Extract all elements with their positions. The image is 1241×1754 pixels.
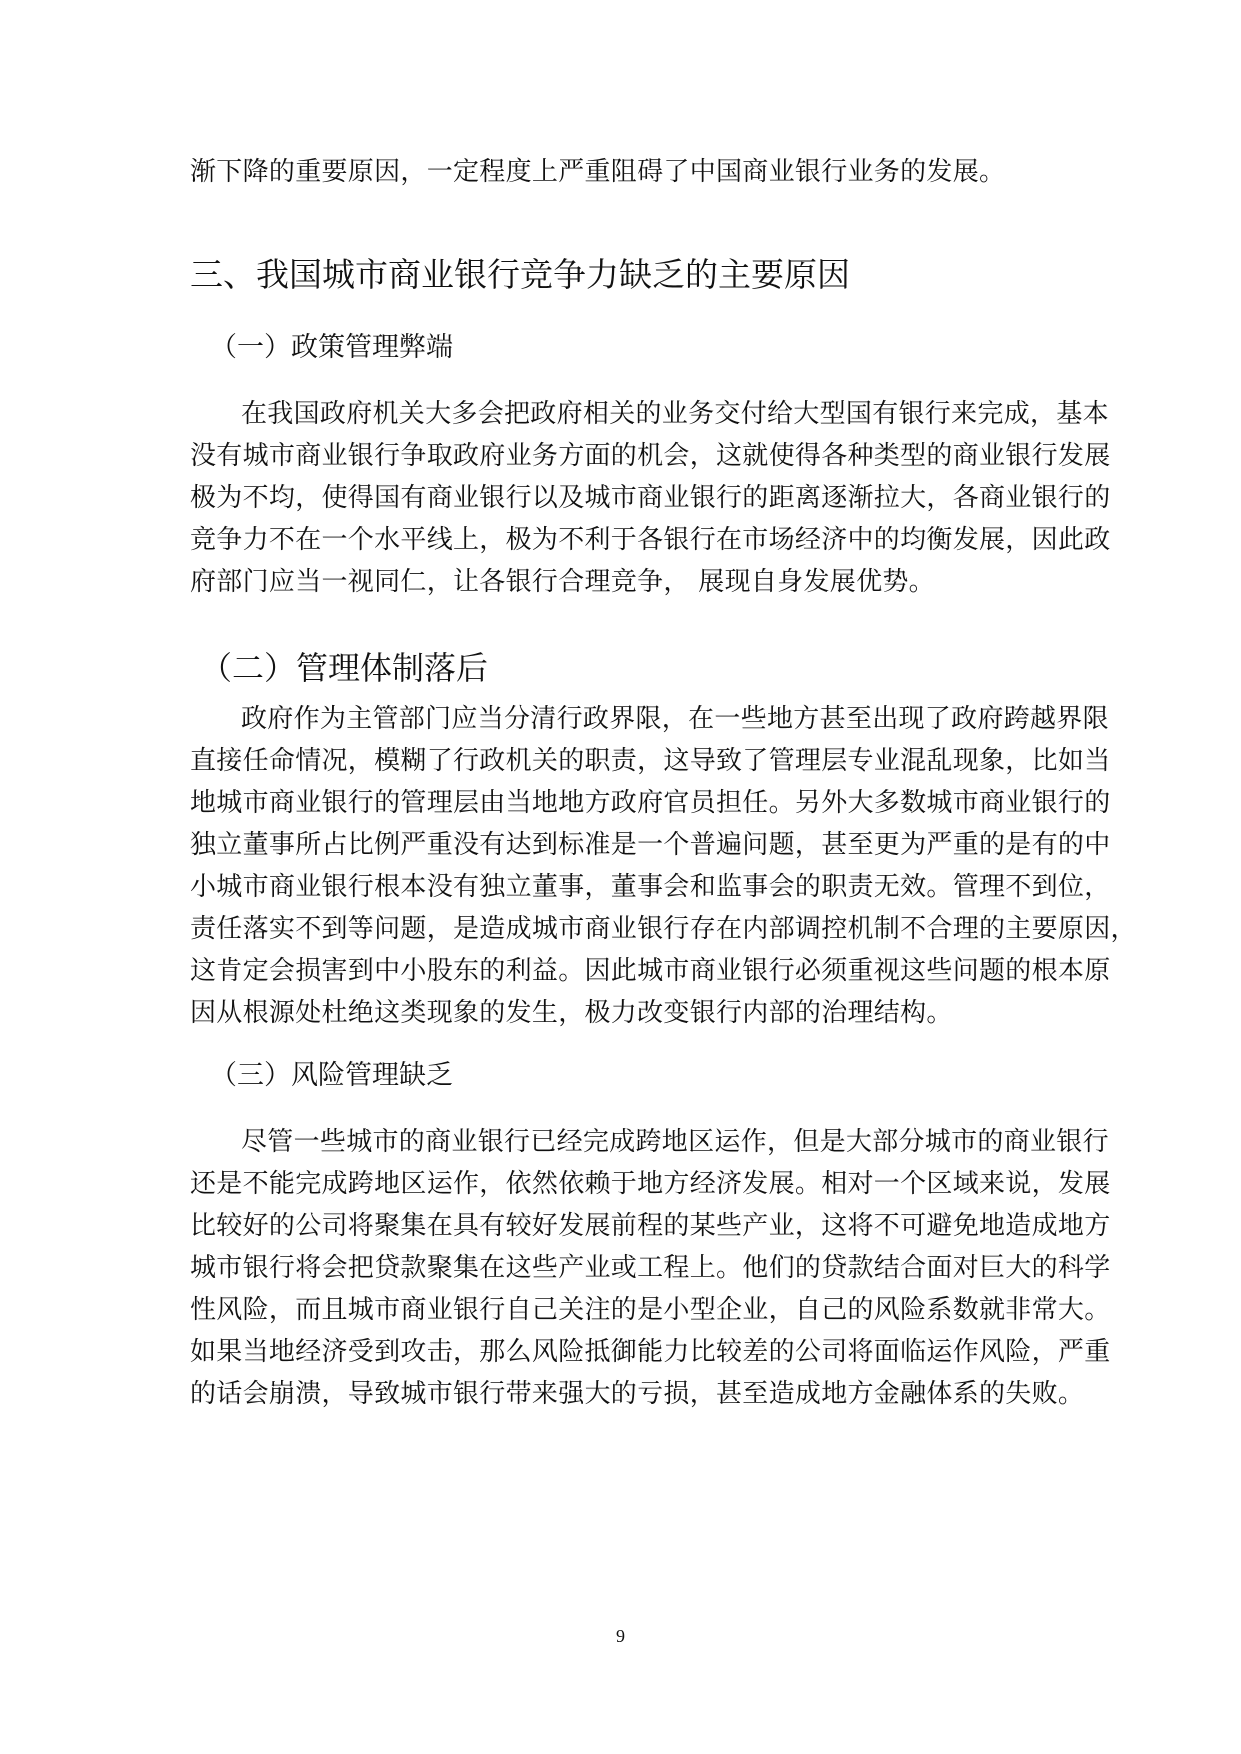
paragraph-line: 独立董事所占比例严重没有达到标准是一个普遍问题，甚至更为严重的是有的中 <box>190 830 1111 860</box>
paragraph-line: 政府作为主管部门应当分清行政界限，在一些地方甚至出现了政府跨越界限 <box>241 704 1109 734</box>
paragraph-line: 还是不能完成跨地区运作，依然依赖于地方经济发展。相对一个区域来说，发展 <box>190 1169 1111 1199</box>
paragraph-line: 因从根源处杜绝这类现象的发生，极力改变银行内部的治理结构。 <box>190 998 953 1028</box>
paragraph-line: 这肯定会损害到中小股东的利益。因此城市商业银行必须重视这些问题的根本原 <box>190 956 1111 986</box>
subsection-heading-2: （二）管理体制落后 <box>200 649 489 687</box>
paragraph-line: 直接任命情况，模糊了行政机关的职责，这导致了管理层专业混乱现象，比如当 <box>190 746 1111 776</box>
subsection-heading-1: （一）政策管理弊端 <box>210 332 453 363</box>
page-number: 9 <box>616 1626 625 1646</box>
paragraph-line: 府部门应当一视同仁，让各银行合理竞争， 展现自身发展优势。 <box>190 567 935 597</box>
paragraph-line: 极为不均，使得国有商业银行以及城市商业银行的距离逐渐拉大，各商业银行的 <box>190 483 1111 513</box>
paragraph-line: 在我国政府机关大多会把政府相关的业务交付给大型国有银行来完成，基本 <box>241 399 1109 429</box>
paragraph-line: 责任落实不到等问题，是造成城市商业银行存在内部调控机制不合理的主要原因， <box>190 914 1137 944</box>
paragraph-line: 性风险，而且城市商业银行自己关注的是小型企业，自己的风险系数就非常大。 <box>190 1295 1111 1325</box>
paragraph-line: 地城市商业银行的管理层由当地地方政府官员担任。另外大多数城市商业银行的 <box>190 788 1111 818</box>
paragraph-line: 比较好的公司将聚集在具有较好发展前程的某些产业，这将不可避免地造成地方 <box>190 1211 1111 1241</box>
paragraph-line: 城市银行将会把贷款聚集在这些产业或工程上。他们的贷款结合面对巨大的科学 <box>190 1253 1111 1283</box>
section-heading: 三、我国城市商业银行竞争力缺乏的主要原因 <box>190 255 850 294</box>
paragraph-line: 渐下降的重要原因，一定程度上严重阻碍了中国商业银行业务的发展。 <box>190 157 1006 187</box>
paragraph-line: 的话会崩溃，导致城市银行带来强大的亏损，甚至造成地方金融体系的失败。 <box>190 1379 1085 1409</box>
paragraph-line: 尽管一些城市的商业银行已经完成跨地区运作，但是大部分城市的商业银行 <box>241 1127 1109 1157</box>
paragraph-line: 竞争力不在一个水平线上，极为不利于各银行在市场经济中的均衡发展，因此政 <box>190 525 1111 555</box>
paragraph-line: 如果当地经济受到攻击，那么风险抵御能力比较差的公司将面临运作风险，严重 <box>190 1337 1111 1367</box>
subsection-heading-3: （三）风险管理缺乏 <box>210 1060 453 1091</box>
paragraph-line: 没有城市商业银行争取政府业务方面的机会，这就使得各种类型的商业银行发展 <box>190 441 1111 471</box>
paragraph-line: 小城市商业银行根本没有独立董事，董事会和监事会的职责无效。管理不到位， <box>190 872 1111 902</box>
